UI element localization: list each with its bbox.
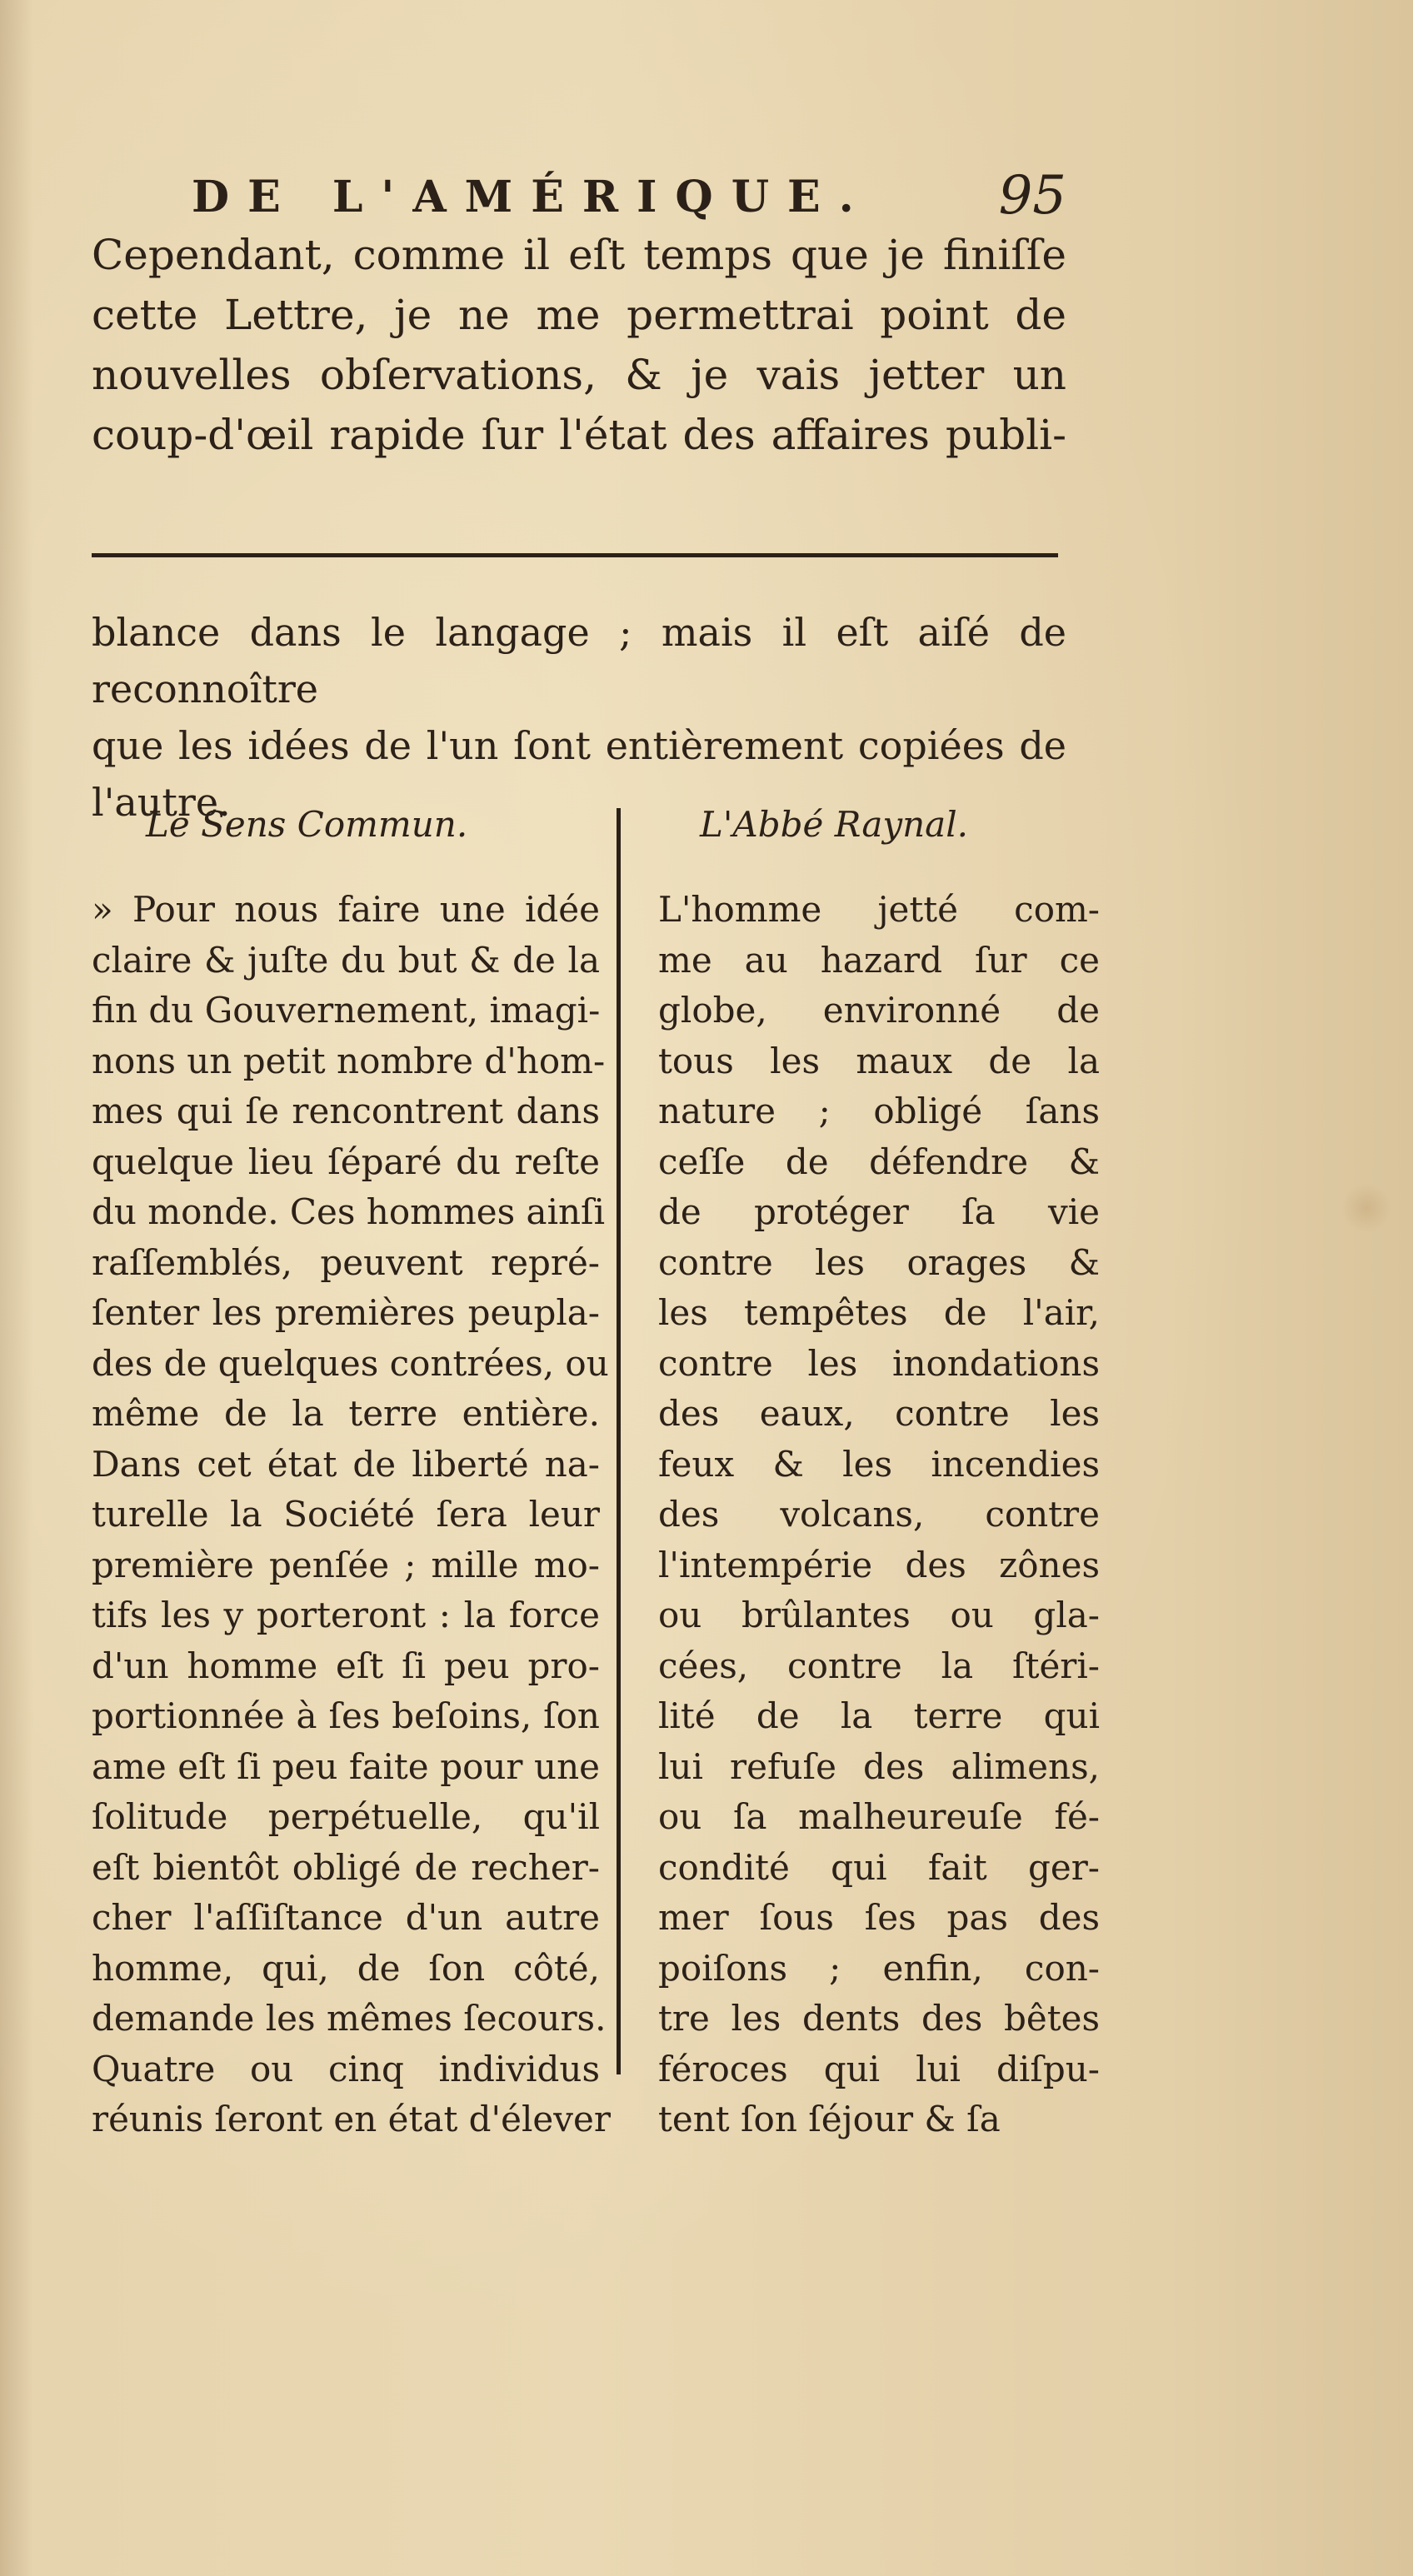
column-divider <box>617 808 621 2074</box>
footnote-intro-text <box>92 604 1066 831</box>
left-column-line: homme, qui, de ſon côté, <box>92 1947 600 1989</box>
right-column-line: contre les orages & <box>658 1241 1100 1283</box>
footnote-line: que les idées de l'un ſont entièrement copiées de <box>92 723 1066 768</box>
right-column-line: lité de la terre qui <box>658 1695 1100 1736</box>
left-column-line: ſolitude perpétuelle, qu'il <box>92 1796 600 1837</box>
right-column-line: feux & les incendies <box>658 1443 1100 1485</box>
left-column-line: quelque lieu ſéparé du reſte <box>92 1141 600 1182</box>
intro-line: cette Lettre, je ne me permettrai point de <box>92 291 1066 339</box>
right-column-line: L'homme jetté com- <box>658 889 1100 930</box>
intro-line: nouvelles obſervations, & je vais jetter un <box>92 351 1066 399</box>
intro-paragraph <box>92 225 1066 465</box>
right-column-line: les tempêtes de l'air, <box>658 1292 1100 1333</box>
left-column-line: » Pour nous faire une idée <box>92 889 600 930</box>
left-column-line: claire & juſte du but & de la <box>92 939 600 981</box>
left-column-line: réunis ſeront en état d'élever <box>92 2099 611 2139</box>
left-column-line: Quatre ou cinq individus <box>92 2048 600 2089</box>
intro-text <box>92 225 1066 465</box>
right-column-line: l'intempérie des zônes <box>658 1544 1100 1585</box>
footnote-separator-rule <box>92 553 1058 557</box>
right-column-line: ceſſe de défendre & <box>658 1141 1100 1182</box>
left-column-line: tifs les y porteront : la force <box>92 1595 600 1635</box>
left-column-line: demande les mêmes ſecours. <box>92 1998 607 2039</box>
left-column-heading: Le Sens Commun. <box>146 804 468 845</box>
left-column-line: nons un petit nombre d'hom- <box>92 1040 606 1081</box>
left-column-line: même de la terre entière. <box>92 1393 600 1434</box>
left-column-line: eſt bientôt obligé de recher- <box>92 1846 600 1888</box>
right-column-line: globe, environné de <box>658 990 1100 1031</box>
right-column-line: cées, contre la ſtéri- <box>658 1645 1100 1686</box>
right-column-line: tent ſon ſéjour & ſa <box>658 2099 1001 2139</box>
right-column-line: de protéger ſa vie <box>658 1191 1100 1232</box>
right-column-line: mer ſous ſes pas des <box>658 1897 1100 1938</box>
left-column-line: Dans cet état de liberté na- <box>92 1443 600 1485</box>
right-column-line: nature ; obligé ſans <box>658 1091 1100 1131</box>
right-column-line: féroces qui lui diſpu- <box>658 2048 1100 2089</box>
right-column-line: poiſons ; enfin, con- <box>658 1947 1100 1989</box>
left-column-line: fin du Gouvernement, imagi- <box>92 990 601 1031</box>
right-column-line: ou brûlantes ou gla- <box>658 1595 1100 1635</box>
left-column-line: ſenter les premières peupla- <box>92 1292 600 1333</box>
paper-stain <box>1341 1183 1391 1233</box>
right-column-line: des volcans, contre <box>658 1494 1100 1535</box>
left-column-text <box>92 885 611 2145</box>
left-column-line: ame eſt ſi peu faite pour une <box>92 1745 600 1787</box>
footnote-line: l'autre. <box>92 780 231 825</box>
left-column-line: turelle la Société ſera leur <box>92 1494 600 1535</box>
left-column-line: cher l'aſſiſtance d'un autre <box>92 1897 600 1938</box>
right-column-line: tous les maux de la <box>658 1040 1100 1081</box>
right-column-line: tre les dents des bêtes <box>658 1998 1100 2039</box>
left-column-line: portionnée à ſes beſoins, ſon <box>92 1695 600 1736</box>
left-column-line: mes qui ſe rencontrent dans <box>92 1091 600 1131</box>
right-column-text <box>658 885 1100 2145</box>
right-column-line: contre les inondations <box>658 1342 1100 1384</box>
running-title: DE L'AMÉRIQUE. <box>192 172 872 222</box>
right-column-line: condité qui fait ger- <box>658 1846 1100 1888</box>
left-column-line: du monde. Ces hommes ainſi <box>92 1191 606 1232</box>
left-column-line: des de quelques contrées, ou <box>92 1342 609 1384</box>
right-column-line: me au hazard ſur ce <box>658 939 1100 981</box>
right-column-heading: L'Abbé Raynal. <box>700 804 968 845</box>
footnote-line: blance dans le langage ; mais il eſt aiſé de reconnoître <box>92 610 1066 711</box>
page-number: 95 <box>998 165 1066 227</box>
right-column-line: ou ſa malheureuſe fé- <box>658 1796 1100 1837</box>
intro-line: coup-d'œil rapide ſur l'état des affaires publi- <box>92 411 1066 459</box>
right-column-line: lui refuſe des alimens, <box>658 1745 1100 1787</box>
intro-line: Cependant, comme il eſt temps que je finiſſe <box>92 231 1066 279</box>
left-column-line: raſſemblés, peuvent repré- <box>92 1241 600 1283</box>
left-column-line: première penſée ; mille mo- <box>92 1544 600 1585</box>
footnote-intro <box>92 604 1066 831</box>
left-column-line: d'un homme eſt ſi peu pro- <box>92 1645 600 1686</box>
right-column-line: des eaux, contre les <box>658 1393 1100 1434</box>
